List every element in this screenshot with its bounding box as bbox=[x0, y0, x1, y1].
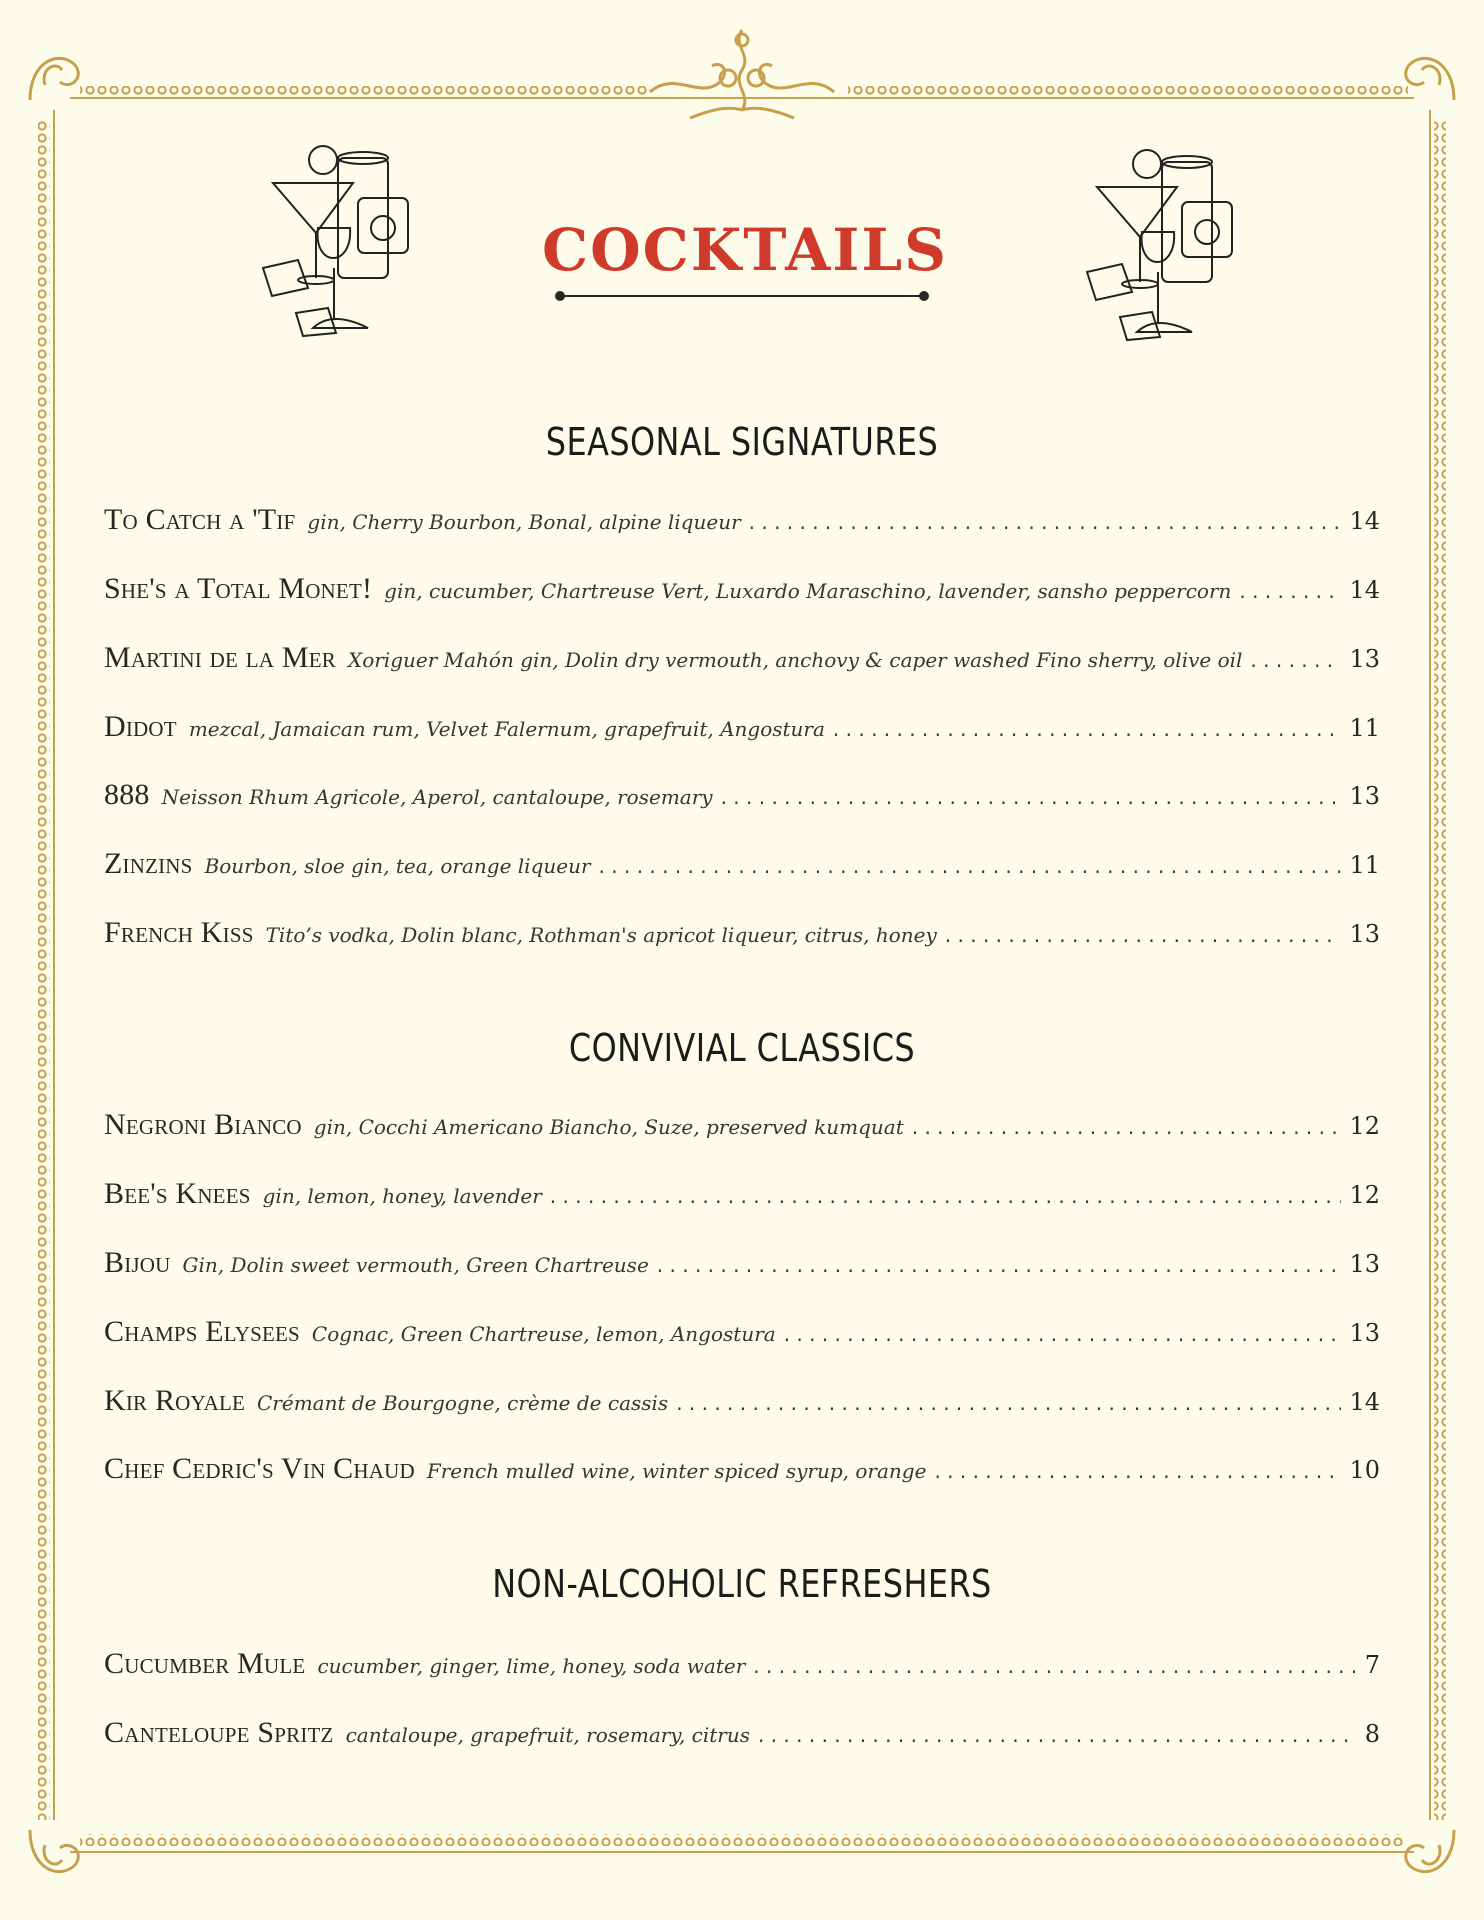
dot-leader bbox=[934, 1459, 1341, 1483]
item-price: 14 bbox=[1349, 1388, 1380, 1416]
item-name: Bijou bbox=[104, 1246, 171, 1279]
dot-leader bbox=[550, 1184, 1342, 1208]
dot-leader bbox=[721, 785, 1342, 809]
section-heading-non-alcoholic-refreshers: NON-ALCOHOLIC REFRESHERS bbox=[492, 1562, 992, 1606]
item-description: gin, Cherry Bourbon, Bonal, alpine liqueur bbox=[307, 510, 741, 534]
menu-item bbox=[104, 1716, 1380, 1760]
dot-leader bbox=[676, 1391, 1341, 1415]
item-price: 14 bbox=[1349, 507, 1380, 535]
item-price: 14 bbox=[1349, 576, 1380, 604]
dot-leader bbox=[945, 923, 1342, 947]
item-description: gin, cucumber, Chartreuse Vert, Luxardo Maraschino, lavender, sansho peppercorn bbox=[384, 579, 1232, 603]
item-description: Bourbon, sloe gin, tea, orange liqueur bbox=[204, 854, 591, 878]
item-price: 11 bbox=[1349, 851, 1380, 879]
dot-leader bbox=[753, 1654, 1356, 1678]
dot-leader bbox=[1250, 648, 1341, 672]
item-price: 13 bbox=[1349, 1250, 1380, 1278]
item-name: Bee's Knees bbox=[104, 1177, 251, 1210]
cocktail-illustration-left bbox=[258, 138, 418, 343]
item-name: Kir Royale bbox=[104, 1384, 245, 1417]
menu-item bbox=[104, 778, 1380, 822]
item-description: gin, lemon, honey, lavender bbox=[262, 1184, 542, 1208]
section-heading-seasonal-signatures: SEASONAL SIGNATURES bbox=[545, 420, 939, 464]
menu-item bbox=[104, 503, 1380, 547]
item-description: Xoriguer Mahón gin, Dolin dry vermouth, anchovy & caper washed Fino sherry, olive oil bbox=[347, 648, 1243, 672]
dot-leader bbox=[657, 1253, 1342, 1277]
dot-leader bbox=[833, 717, 1342, 741]
item-name: Chef Cedric's Vin Chaud bbox=[104, 1452, 415, 1485]
title-block bbox=[542, 210, 949, 290]
item-price: 13 bbox=[1349, 645, 1380, 673]
item-description: Cognac, Green Chartreuse, lemon, Angostura bbox=[311, 1322, 776, 1346]
menu-item bbox=[104, 641, 1380, 685]
menu-item bbox=[104, 710, 1380, 754]
menu-item bbox=[104, 1647, 1380, 1691]
item-description: cantaloupe, grapefruit, rosemary, citrus bbox=[345, 1723, 750, 1747]
item-name: 888 bbox=[104, 778, 150, 811]
dot-leader bbox=[784, 1322, 1342, 1346]
item-name: Negroni Bianco bbox=[104, 1108, 302, 1141]
item-price: 8 bbox=[1364, 1720, 1380, 1748]
item-name: Martini de la Mer bbox=[104, 641, 336, 674]
item-name: Canteloupe Spritz bbox=[104, 1716, 334, 1749]
menu-item bbox=[104, 1177, 1380, 1221]
menu-item bbox=[104, 1452, 1380, 1496]
menu-item bbox=[104, 847, 1380, 891]
item-description: Tito’s vodka, Dolin blanc, Rothman's apricot liqueur, citrus, honey bbox=[265, 923, 937, 947]
item-name: To Catch a 'Tif bbox=[104, 503, 296, 536]
dot-leader bbox=[912, 1115, 1342, 1139]
cocktail-illustration-right bbox=[1082, 142, 1242, 347]
section-heading-convivial-classics: CONVIVIAL CLASSICS bbox=[568, 1026, 916, 1070]
dot-leader bbox=[1239, 579, 1341, 603]
item-price: 7 bbox=[1364, 1651, 1380, 1679]
item-name: French Kiss bbox=[104, 916, 254, 949]
item-description: Crémant de Bourgogne, crème de cassis bbox=[257, 1391, 669, 1415]
item-name: Cucumber Mule bbox=[104, 1647, 306, 1680]
item-description: mezcal, Jamaican rum, Velvet Falernum, grapefruit, Angostura bbox=[188, 717, 825, 741]
item-description: French mulled wine, winter spiced syrup, orange bbox=[426, 1459, 927, 1483]
dot-leader bbox=[599, 854, 1342, 878]
menu-item bbox=[104, 1384, 1380, 1428]
menu-item bbox=[104, 1108, 1380, 1152]
item-description: cucumber, ginger, lime, honey, soda water bbox=[317, 1654, 746, 1678]
item-name: Champs Elysees bbox=[104, 1315, 300, 1348]
item-name: She's a Total Monet! bbox=[104, 572, 373, 605]
item-name: Didot bbox=[104, 710, 177, 743]
item-description: Neisson Rhum Agricole, Aperol, cantaloupe, rosemary bbox=[161, 785, 713, 809]
page-title: COCKTAILS bbox=[542, 216, 949, 284]
item-price: 12 bbox=[1349, 1112, 1380, 1140]
item-description: Gin, Dolin sweet vermouth, Green Chartreuse bbox=[182, 1253, 649, 1277]
item-price: 13 bbox=[1349, 920, 1380, 948]
item-description: gin, Cocchi Americano Biancho, Suze, preserved kumquat bbox=[313, 1115, 904, 1139]
menu-item bbox=[104, 1246, 1380, 1290]
menu-item bbox=[104, 572, 1380, 616]
item-name: Zinzins bbox=[104, 847, 193, 880]
dot-leader bbox=[749, 510, 1342, 534]
item-price: 10 bbox=[1349, 1456, 1380, 1484]
menu-item bbox=[104, 916, 1380, 960]
item-price: 13 bbox=[1349, 782, 1380, 810]
dot-leader bbox=[758, 1723, 1357, 1747]
title-underline bbox=[554, 288, 930, 304]
menu-item bbox=[104, 1315, 1380, 1359]
item-price: 12 bbox=[1349, 1181, 1380, 1209]
item-price: 13 bbox=[1349, 1319, 1380, 1347]
item-price: 11 bbox=[1349, 714, 1380, 742]
